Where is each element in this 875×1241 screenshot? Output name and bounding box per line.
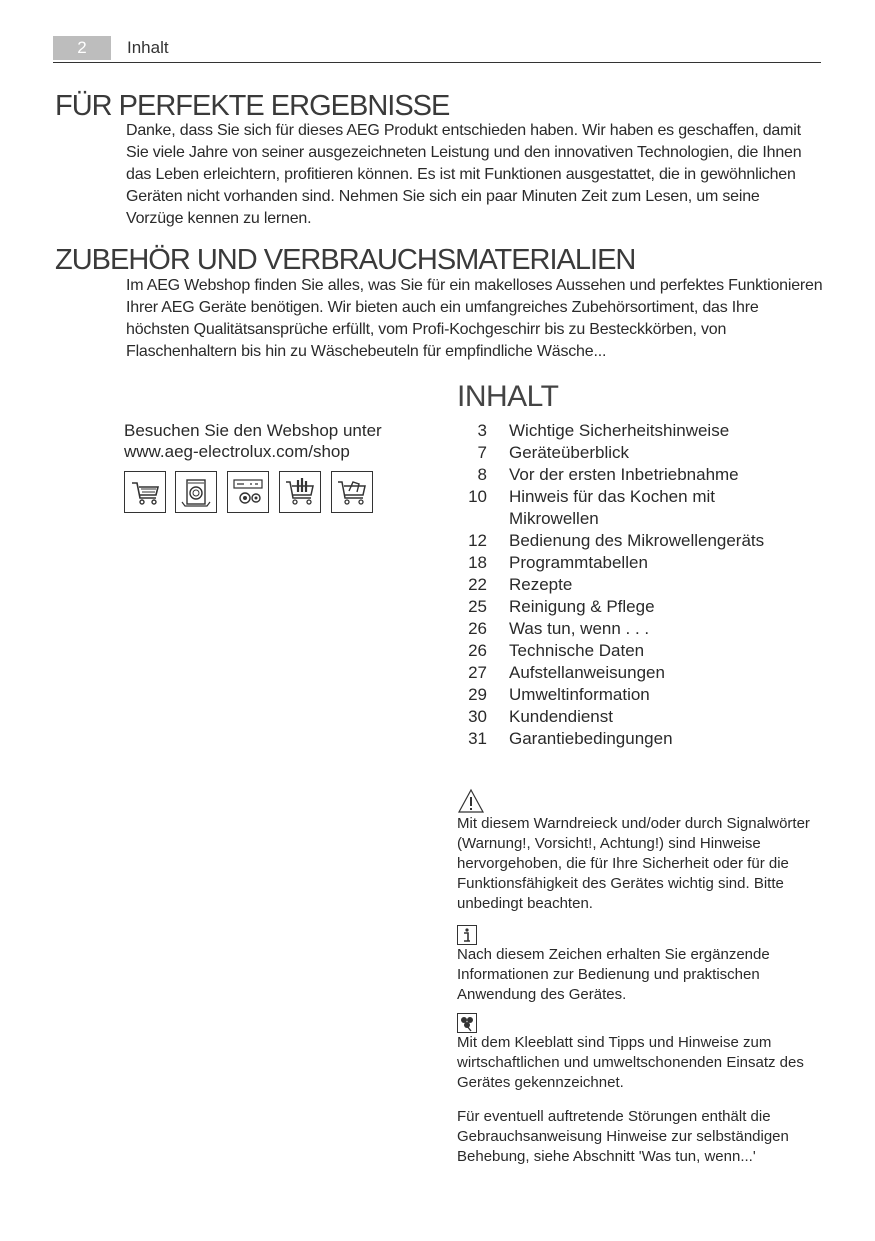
toc-title: Technische Daten bbox=[509, 641, 645, 660]
clover-icon bbox=[457, 1013, 477, 1033]
toc-page: 25 bbox=[468, 597, 487, 616]
toc-item[interactable] bbox=[455, 596, 835, 618]
toc-page: 31 bbox=[468, 729, 487, 748]
toc-item[interactable] bbox=[455, 662, 835, 684]
contents-heading: INHALT bbox=[457, 380, 559, 413]
toc-title: Garantiebedingungen bbox=[509, 729, 673, 748]
webshop-note bbox=[124, 420, 382, 462]
troubleshooting-text: Für eventuell auftretende Störungen enthält die Gebrauchsanweisung Hinweise zur selbständigen Behebung, siehe Abschnitt 'Was tun, wenn...' bbox=[457, 1108, 789, 1165]
toc-item[interactable] bbox=[455, 684, 835, 706]
table-of-contents bbox=[455, 420, 835, 750]
toc-page: 27 bbox=[468, 663, 487, 682]
washer-cart-icon bbox=[175, 471, 217, 513]
toc-page: 30 bbox=[468, 707, 487, 726]
info-note bbox=[457, 925, 817, 1005]
toc-item[interactable] bbox=[455, 574, 835, 596]
toc-page: 3 bbox=[477, 421, 487, 440]
toc-title: Wichtige Sicherheitshinweise bbox=[509, 421, 730, 440]
warning-text: Mit diesem Warndreieck und/oder durch Signalwörter (Warnung!, Vorsicht!, Achtung!) sind Hinweise hervorgehoben, die für Ihre Sicherheit oder für die Funktionsfähigkeit des Gerätes wichtig sind. Bitte unbedingt beachten. bbox=[457, 815, 810, 912]
toc-title: Bedienung des Mikrowellengeräts bbox=[509, 531, 765, 550]
toc-title: Rezepte bbox=[509, 575, 573, 594]
header-rule bbox=[53, 62, 821, 63]
troubleshooting-note bbox=[457, 1107, 817, 1167]
eco-text: Mit dem Kleeblatt sind Tipps und Hinweise zum wirtschaftlichen und umweltschonenden Einsatz des Gerätes gekennzeichnet. bbox=[457, 1034, 804, 1091]
toc-title: Geräteüberblick bbox=[509, 443, 630, 462]
intro-heading: FÜR PERFEKTE ERGEBNISSE bbox=[55, 90, 450, 122]
toc-item[interactable] bbox=[455, 464, 835, 486]
accessories-heading: ZUBEHÖR UND VERBRAUCHSMATERIALIEN bbox=[55, 244, 636, 276]
oven-settings-icon bbox=[227, 471, 269, 513]
info-icon bbox=[457, 925, 477, 945]
bottles-cart-icon bbox=[279, 471, 321, 513]
toc-title: Vor der ersten Inbetriebnahme bbox=[509, 465, 739, 484]
toc-item[interactable] bbox=[455, 618, 835, 640]
toc-title: Reinigung & Pflege bbox=[509, 597, 655, 616]
toc-item[interactable] bbox=[455, 706, 835, 728]
toc-title: Was tun, wenn . . . bbox=[509, 619, 650, 638]
cart-icon bbox=[124, 471, 166, 513]
toc-page: 22 bbox=[468, 575, 487, 594]
warning-note bbox=[457, 788, 817, 914]
toc-item[interactable] bbox=[455, 728, 835, 750]
toc-item[interactable] bbox=[455, 420, 835, 442]
basket-cart-icon bbox=[331, 471, 373, 513]
section-name: Inhalt bbox=[127, 38, 169, 57]
toc-item[interactable] bbox=[455, 640, 835, 662]
toc-page: 29 bbox=[468, 685, 487, 704]
intro-text: Danke, dass Sie sich für dieses AEG Produkt entschieden haben. Wir haben es geschaffen, damit Sie viele Jahre von seiner ausgezeichneten Leistung und den innovativen Technologien, die Ihnen das Leben erleichtern, profitieren können. Es ist mit Funktionen ausgestattet, die in gewöhnlichen Geräten nicht vorhanden sind. Nehmen Sie sich ein paar Minuten Zeit zum Lesen, um seine Vorzüge kennen zu lernen. bbox=[126, 122, 802, 227]
webshop-line-1: Besuchen Sie den Webshop unter bbox=[124, 421, 382, 440]
toc-title: Hinweis für das Kochen mit Mikrowellen bbox=[509, 487, 715, 528]
toc-title: Programmtabellen bbox=[509, 553, 648, 572]
toc-item[interactable] bbox=[455, 486, 835, 530]
webshop-url[interactable]: www.aeg-electrolux.com/shop bbox=[124, 442, 350, 461]
page-number: 2 bbox=[53, 36, 111, 60]
toc-page: 26 bbox=[468, 641, 487, 660]
toc-item[interactable] bbox=[455, 552, 835, 574]
info-text: Nach diesem Zeichen erhalten Sie ergänzende Informationen zur Bedienung und praktischen Anwendung des Gerätes. bbox=[457, 946, 770, 1003]
eco-note bbox=[457, 1013, 817, 1093]
toc-title: Kundendienst bbox=[509, 707, 613, 726]
page-header bbox=[53, 36, 821, 62]
toc-title: Aufstellanweisungen bbox=[509, 663, 665, 682]
toc-page: 18 bbox=[468, 553, 487, 572]
toc-page: 7 bbox=[477, 443, 487, 462]
toc-page: 12 bbox=[468, 531, 487, 550]
toc-page: 26 bbox=[468, 619, 487, 638]
warning-triangle-icon bbox=[457, 788, 485, 814]
toc-page: 8 bbox=[477, 465, 487, 484]
toc-item[interactable] bbox=[455, 442, 835, 464]
accessories-text: Im AEG Webshop finden Sie alles, was Sie für ein makelloses Aussehen und perfektes Funktionieren Ihrer AEG Geräte benötigen. Wir bieten auch ein umfangreiches Zubehörsortiment, das Ihre höchsten Qualitätsansprüche erfüllt, vom Profi-Kochgeschirr bis zu Besteckkörben, von Flaschenhaltern bis hin zu Wäschebeuteln für empfindliche Wäsche... bbox=[126, 277, 823, 360]
toc-title: Umweltinformation bbox=[509, 685, 650, 704]
toc-page: 10 bbox=[468, 487, 487, 506]
toc-item[interactable] bbox=[455, 530, 835, 552]
